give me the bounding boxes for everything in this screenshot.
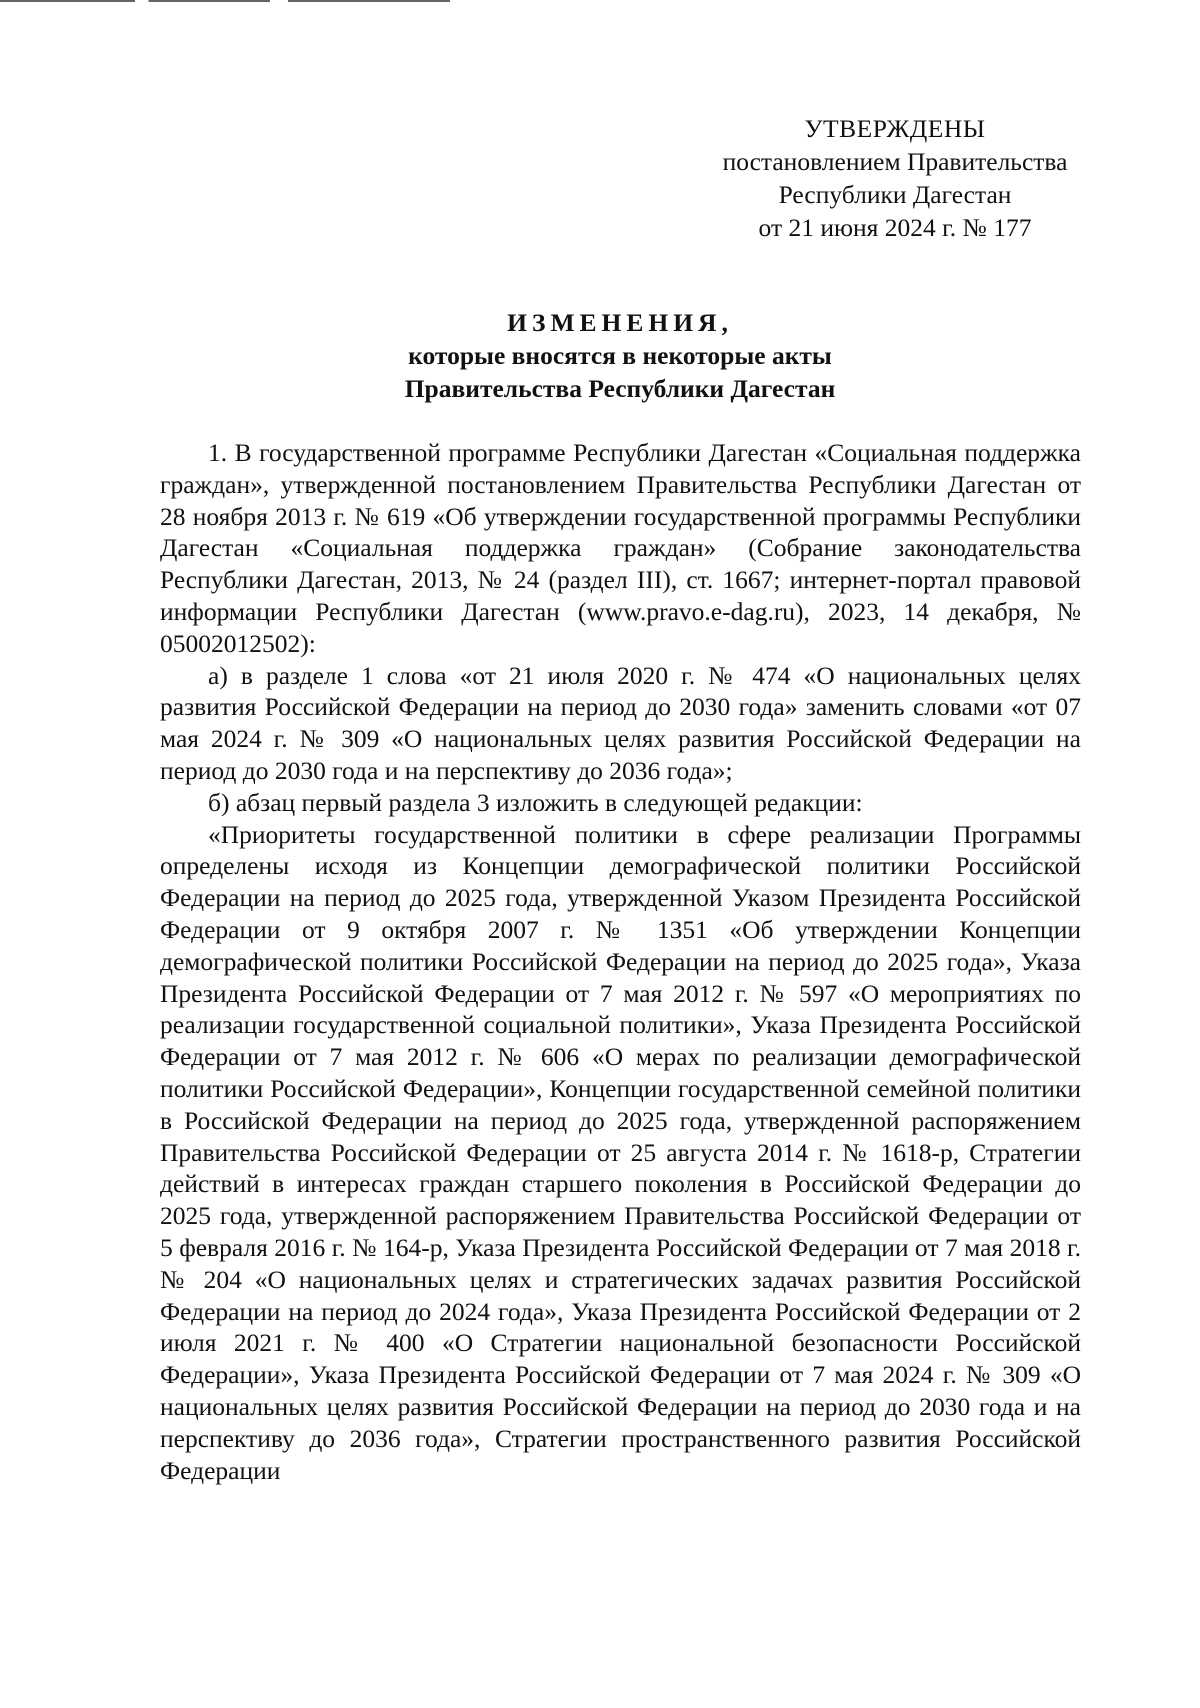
paragraph-subitem-a: а) в разделе 1 слова «от 21 июля 2020 г. № 474 «О национальных целях развития Российской Федерации на период до 2030 года» заменить словами «от 07 мая 2024 г. № 309 «О национальных целях развития Российской Федерации на период до 2030 года и на перспективу до 2036 года»; xyxy=(160,660,1081,785)
title-subtitle-2: Правительства Республики Дагестан xyxy=(404,374,836,403)
paragraph-quoted-text: «Приоритеты государственной политики в сфере реализации Программы определены исходя из Концепции демографической политики Российской Федерации на период до 2025 года, утвержденной Указом Президента Российской Федерации от 9 октября 2007 г. № 1351 «Об утверждении Концепции демографической политики Российской Федерации на период до 2025 года», Указа Президента Российской Федерации от 7 мая 2012 г. № 597 «О мероприятиях по реализации государственной социальной политики», Указа Президента Российской Федерации от 7 мая 2012 г. № 606 «О мерах по реализации демографической политики Российской Федерации», Концепции государственной семейной политики в Российской Федерации на период до 2025 года, утвержденной распоряжением Правительства Российской Федерации от 25 августа 2014 г. № 1618-р, Стратегии действий в интересах граждан старшего поколения в Российской Федерации до 2025 года, утвержденной распоряжением Правительства Российской Федерации от 5 февраля 2016 г. № 164-р, Указа Президента Российской Федерации от 7 мая 2018 г. № 204 «О национальных целях и стратегических задачах развития Российской Федерации на период до 2024 года», Указа Президента Российской Федерации от 2 июля 2021 г. № 400 «О Стратегии национальной безопасности Российской Федерации», Указа Президента Российской Федерации от 7 мая 2024 г. № 309 «О национальных целях развития Российской Федерации на период до 2030 года и на перспективу до 2036 года», Стратегии пространственного развития Российской Федерации xyxy=(160,819,1081,1485)
paragraph-item-1: 1. В государственной программе Республики Дагестан «Социальная поддержка граждан», утвержденной постановлением Правительства Республики Дагестан от 28 ноября 2013 г. № 619 «Об утверждении государственной программы Республики Дагестан «Социальная поддержка граждан» (Собрание законодательства Республики Дагестан, 2013, № 24 (раздел III), ст. 1667; интернет-портал правовой информации Республики Дагестан (www.pravo.e-dag.ru), 2023, 14 декабря, № 05002012502): xyxy=(160,438,1081,658)
title-subtitle-1: которые вносятся в некоторые акты xyxy=(408,341,832,370)
approval-line-republic: Республики Дагестан xyxy=(778,180,1012,209)
approval-line-decree: постановлением Правительства xyxy=(722,147,1068,176)
document-body xyxy=(160,437,1081,1486)
approval-block xyxy=(690,112,1100,244)
title-main: ИЗМЕНЕНИЯ, xyxy=(507,308,733,337)
scan-edge-artifact xyxy=(0,0,450,2)
paragraph-subitem-b: б) абзац первый раздела 3 изложить в следующей редакции: xyxy=(208,787,863,817)
document-title xyxy=(160,306,1080,405)
approval-heading: УТВЕРЖДЕНЫ xyxy=(804,114,986,143)
approval-line-date: от 21 июня 2024 г. № 177 xyxy=(758,213,1032,242)
